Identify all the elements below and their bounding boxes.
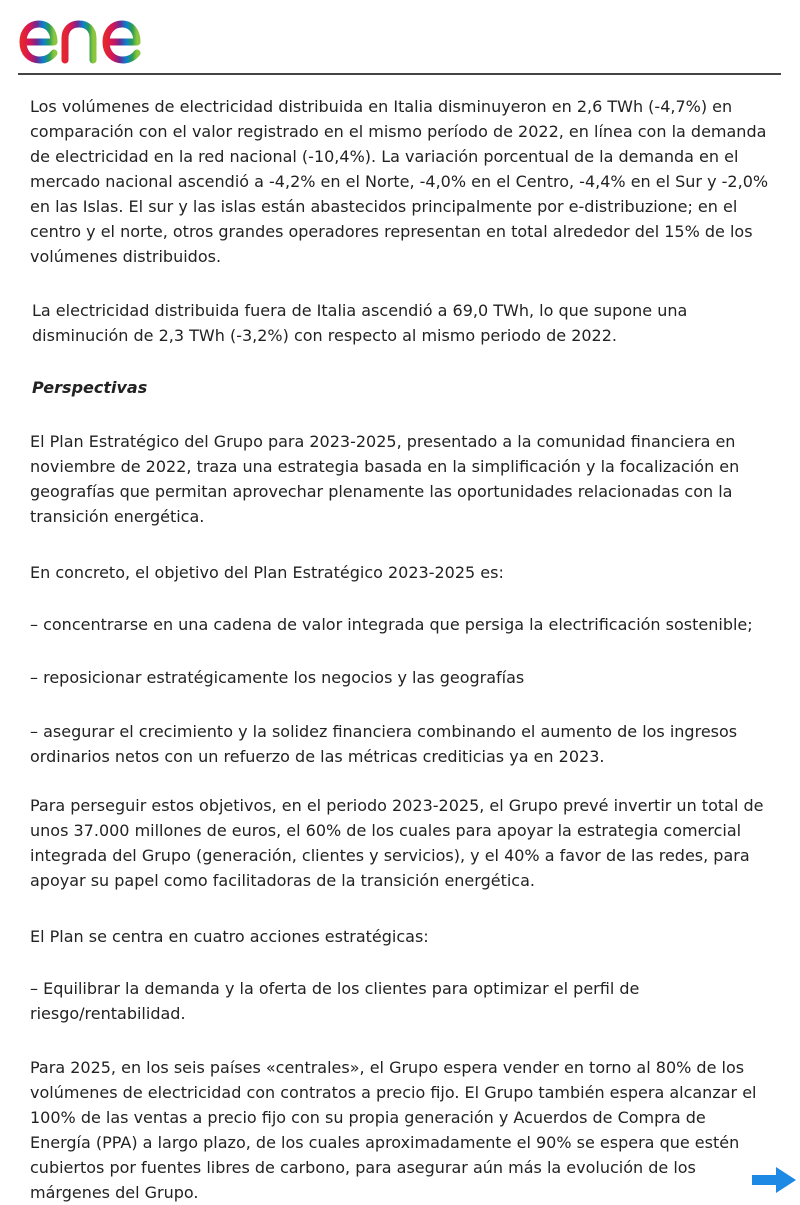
- list-item-value-chain: – concentrarse en una cadena de valor integrada que persiga la electrificación sostenible;: [30, 615, 753, 634]
- paragraph-investment: Para perseguir estos objetivos, en el periodo 2023-2025, el Grupo prevé invertir un total de unos 37.000 millones de euros, el 60% de los cuales para apoyar la estrategia comercial integrada del Grupo (generación, clientes y servicios), y el 40% a favor de las redes, para apoyar su papel como facilitadoras de la transición energética.: [30, 796, 764, 890]
- list-item-balance-demand: – Equilibrar la demanda y la oferta de los clientes para optimizar el perfil de riesgo/rentabilidad.: [30, 979, 640, 1023]
- header-divider: [18, 73, 781, 75]
- paragraph-plan-objective: En concreto, el objetivo del Plan Estratégico 2023-2025 es:: [30, 563, 504, 582]
- paragraph-distributed-abroad: La electricidad distribuida fuera de Italia ascendió a 69,0 TWh, lo que supone una disminución de 2,3 TWh (-3,2%) con respecto al mismo periodo de 2022.: [32, 301, 688, 345]
- arrow-right-icon[interactable]: [750, 1164, 798, 1196]
- paragraph-2025-targets: Para 2025, en los seis países «centrales», el Grupo espera vender en torno al 80% de los volúmenes de electricidad con contratos a precio fijo. El Grupo también espera alcanzar el 100% de las ventas a precio fijo con su propia generación y Acuerdos de Compra de Energía (PPA) a largo plazo, de los cuales aproximadamente el 90% se espera que estén cubiertos por fuentes libres de carbono, para asegurar aún más la evolución de los márgenes del Grupo.: [30, 1058, 757, 1202]
- paragraph-strategic-plan: El Plan Estratégico del Grupo para 2023-2025, presentado a la comunidad financiera en noviembre de 2022, traza una estrategia basada en la simplificación y la focalización en geografías que permitan aprovechar plenamente las oportunidades relacionadas con la transición energética.: [30, 432, 740, 526]
- list-item-repositioning: – reposicionar estratégicamente los negocios y las geografías: [30, 668, 525, 687]
- list-item-financial-growth: – asegurar el crecimiento y la solidez financiera combinando el aumento de los ingresos ordinarios netos con un refuerzo de las métricas crediticias ya en 2023.: [30, 722, 738, 766]
- enel-logo: [18, 4, 180, 66]
- page-header: [0, 0, 800, 76]
- paragraph-four-actions: El Plan se centra en cuatro acciones estratégicas:: [30, 927, 429, 946]
- section-heading: Perspectivas: [32, 378, 148, 397]
- paragraph-distributed-italy: Los volúmenes de electricidad distribuida en Italia disminuyeron en 2,6 TWh (-4,7%) en comparación con el valor registrado en el mismo período de 2022, en línea con la demanda de electricidad en la red nacional (-10,4%). La variación porcentual de la demanda en el mercado nacional ascendió a -4,2% en el Norte, -4,0% en el Centro, -4,4% en el Sur y -2,0% en las Islas. El sur y las islas están abastecidos principalmente por e-distribuzione; en el centro y el norte, otros grandes operadores representan en total alrededor del 15% de los volúmenes distribuidos.: [30, 97, 769, 266]
